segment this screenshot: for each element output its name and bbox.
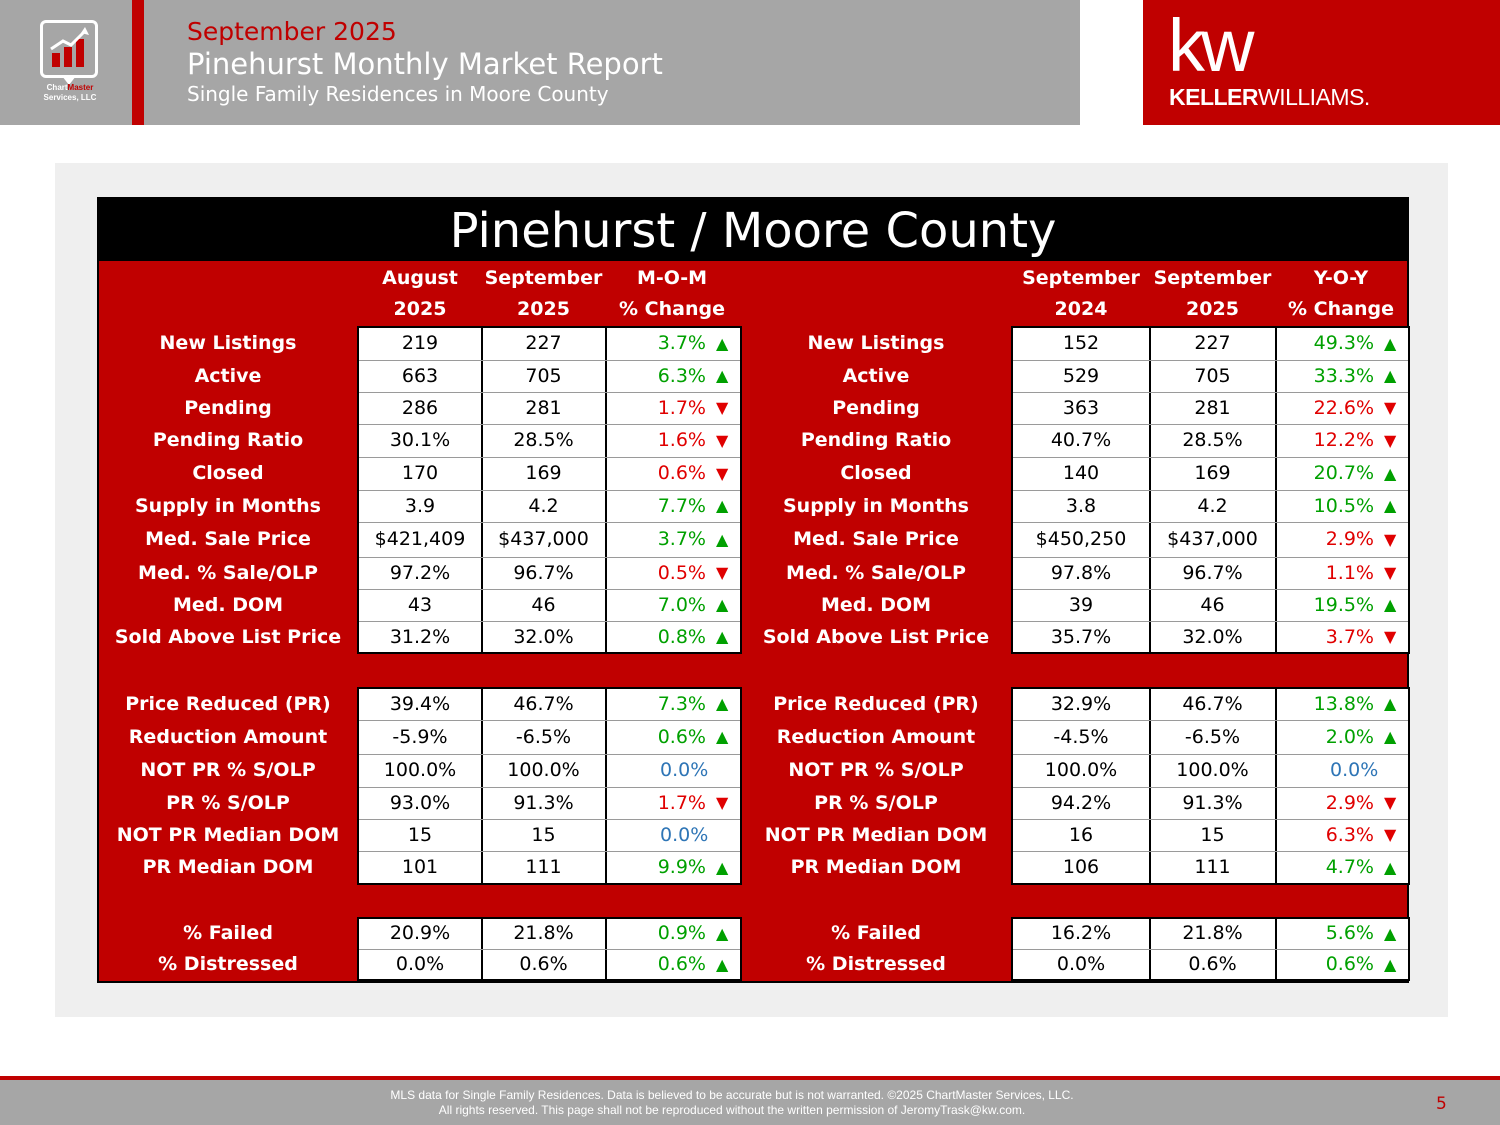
row-label: Med. % Sale/OLP — [786, 562, 966, 584]
up-arrow-icon: ▲ — [1384, 924, 1397, 943]
up-arrow-icon: ▲ — [716, 334, 729, 353]
table-cell: 4.2 — [1197, 495, 1228, 517]
yoy-col-header: September — [1153, 267, 1272, 289]
up-arrow-icon: ▲ — [1384, 334, 1397, 353]
table-cell: 46.7% — [1182, 693, 1243, 715]
up-arrow-icon: ▲ — [1384, 496, 1397, 515]
table-cell: 31.2% — [389, 626, 451, 648]
change-value: 12.2% — [1313, 429, 1374, 451]
up-arrow-icon: ▲ — [1384, 727, 1397, 746]
row-label: NOT PR % S/OLP — [140, 759, 316, 781]
table-cell: 39 — [1068, 594, 1094, 616]
chartmaster-logo — [40, 20, 98, 78]
down-arrow-icon: ▼ — [1384, 398, 1397, 417]
change-value: 49.3% — [1313, 332, 1374, 354]
row-label: % Failed — [183, 922, 273, 944]
row-label: Sold Above List Price — [114, 626, 342, 648]
down-arrow-icon: ▼ — [716, 563, 729, 582]
table-cell: 705 — [525, 365, 562, 387]
table-cell: 46.7% — [513, 693, 574, 715]
row-label: Price Reduced (PR) — [773, 693, 979, 715]
up-arrow-icon: ▲ — [716, 496, 729, 515]
table-cell: -4.5% — [1053, 726, 1109, 748]
row-label: PR Median DOM — [790, 856, 962, 878]
table-cell: 30.1% — [389, 429, 451, 451]
table-cell: 20.9% — [389, 922, 451, 944]
up-arrow-icon: ▲ — [716, 366, 729, 385]
row-label: % Distressed — [806, 953, 946, 975]
row-label: Supply in Months — [783, 495, 969, 517]
up-arrow-icon: ▲ — [716, 955, 729, 974]
table-cell: 28.5% — [513, 429, 574, 451]
row-label: Med. Sale Price — [145, 528, 311, 550]
change-value: 7.7% — [657, 495, 706, 517]
table-cell: -6.5% — [1184, 726, 1241, 748]
table-cell: 16.2% — [1050, 922, 1112, 944]
table-cell: 281 — [525, 397, 562, 419]
table-cell: 286 — [401, 397, 439, 419]
change-value: 33.3% — [1313, 365, 1374, 387]
table-cell: 91.3% — [1182, 792, 1243, 814]
row-label: Med. DOM — [172, 594, 284, 616]
down-arrow-icon: ▼ — [1384, 530, 1397, 549]
table-cell: 16 — [1068, 824, 1094, 846]
up-arrow-icon: ▲ — [1384, 694, 1397, 713]
table-cell: 111 — [525, 856, 562, 878]
change-value: 0.6% — [657, 726, 706, 748]
change-value: 1.6% — [657, 429, 706, 451]
kw-logo-wordmark: KELLERWILLIAMS. — [1169, 84, 1370, 110]
table-cell: 93.0% — [389, 792, 451, 814]
down-arrow-icon: ▼ — [716, 398, 729, 417]
up-arrow-icon: ▲ — [716, 727, 729, 746]
change-value: 0.0% — [1330, 759, 1379, 781]
footer-line-2: All rights reserved. This page shall not be reproduced without the written permission of JeromyTrask@kw.com. — [438, 1103, 1026, 1117]
row-label: NOT PR % S/OLP — [788, 759, 964, 781]
table-cell: 227 — [1194, 332, 1231, 354]
table-cell: 43 — [407, 594, 433, 616]
table-cell: 32.0% — [513, 626, 574, 648]
table-cell: 0.6% — [1188, 953, 1237, 975]
down-arrow-icon: ▼ — [716, 464, 729, 483]
change-value: 0.0% — [660, 824, 709, 846]
mom-col-header: M-O-M — [636, 267, 708, 289]
row-label: Pending Ratio — [152, 429, 304, 451]
table-cell: 0.6% — [519, 953, 568, 975]
change-value: 19.5% — [1313, 594, 1374, 616]
change-value: 13.8% — [1313, 693, 1374, 715]
row-label: Med. % Sale/OLP — [138, 562, 318, 584]
bar-chart-icon — [43, 23, 95, 75]
mom-col-header: August — [382, 267, 458, 289]
change-value: 1.7% — [657, 397, 706, 419]
change-value: 2.9% — [1325, 528, 1374, 550]
table-cell: 106 — [1062, 856, 1100, 878]
up-arrow-icon: ▲ — [1384, 366, 1397, 385]
row-label: % Distressed — [158, 953, 298, 975]
row-label: New Listings — [807, 332, 945, 354]
table-cell: 169 — [525, 462, 562, 484]
table-cell: 94.2% — [1050, 792, 1112, 814]
change-value: 0.0% — [660, 759, 709, 781]
up-arrow-icon: ▲ — [716, 694, 729, 713]
down-arrow-icon: ▼ — [1384, 627, 1397, 646]
table-cell: 32.0% — [1182, 626, 1243, 648]
row-label: Sold Above List Price — [762, 626, 990, 648]
table-cell: 4.2 — [528, 495, 559, 517]
table-cell: -5.9% — [392, 726, 448, 748]
table-cell: 0.0% — [395, 953, 445, 975]
row-label: Med. Sale Price — [793, 528, 959, 550]
row-label: Active — [842, 365, 910, 387]
header-red-strip — [132, 0, 144, 125]
table-cell: 140 — [1062, 462, 1100, 484]
table-cell: $437,000 — [1167, 528, 1258, 550]
table-cell: 111 — [1194, 856, 1231, 878]
yoy-col-header: 2024 — [1054, 298, 1108, 320]
up-arrow-icon: ▲ — [716, 924, 729, 943]
change-value: 4.7% — [1325, 856, 1374, 878]
change-value: 20.7% — [1313, 462, 1374, 484]
row-label: Reduction Amount — [128, 726, 328, 748]
change-value: 1.7% — [657, 792, 706, 814]
table-cell: 100.0% — [1176, 759, 1249, 781]
down-arrow-icon: ▼ — [1384, 563, 1397, 582]
page-number: 5 — [1436, 1094, 1447, 1114]
table-cell: 21.8% — [1182, 922, 1243, 944]
row-label: % Failed — [831, 922, 921, 944]
table-cell: 101 — [401, 856, 439, 878]
change-value: 2.9% — [1325, 792, 1374, 814]
change-value: 0.8% — [657, 626, 706, 648]
row-label: PR % S/OLP — [166, 792, 290, 814]
table-cell: 663 — [401, 365, 439, 387]
table-cell: 3.9 — [404, 495, 436, 517]
table-cell: 97.8% — [1050, 562, 1112, 584]
table-cell: 219 — [401, 332, 439, 354]
mom-col-header: 2025 — [517, 298, 570, 320]
change-value: 5.6% — [1325, 922, 1374, 944]
down-arrow-icon: ▼ — [1384, 825, 1397, 844]
up-arrow-icon: ▲ — [1384, 464, 1397, 483]
change-value: 6.3% — [657, 365, 706, 387]
table-cell: 281 — [1194, 397, 1231, 419]
change-value: 9.9% — [657, 856, 706, 878]
row-label: Pending — [184, 397, 272, 419]
table-cell: 35.7% — [1050, 626, 1112, 648]
row-label: Pending Ratio — [800, 429, 952, 451]
change-value: 2.0% — [1325, 726, 1374, 748]
kw-logo-mark: kw — [1168, 4, 1251, 87]
row-label: Closed — [192, 462, 264, 484]
row-label: Supply in Months — [135, 495, 321, 517]
mom-col-header: % Change — [619, 298, 725, 320]
table-cell: 529 — [1062, 365, 1100, 387]
change-value: 3.7% — [657, 332, 706, 354]
down-arrow-icon: ▼ — [1384, 793, 1397, 812]
table-cell: 152 — [1062, 332, 1100, 354]
table-cell: 15 — [1200, 824, 1225, 846]
table-cell: 100.0% — [383, 759, 457, 781]
row-label: Active — [194, 365, 262, 387]
chartmaster-logo-text: ChartMaster Services, LLC — [43, 83, 97, 102]
table-cell: 100.0% — [1044, 759, 1118, 781]
up-arrow-icon: ▲ — [716, 858, 729, 877]
change-value: 0.6% — [657, 953, 706, 975]
table-cell: 46 — [531, 594, 556, 616]
table-cell: 91.3% — [513, 792, 574, 814]
change-value: 3.7% — [657, 528, 706, 550]
report-title: Pinehurst Monthly Market Report — [187, 47, 663, 81]
row-label: Med. DOM — [820, 594, 932, 616]
table-cell: 39.4% — [389, 693, 451, 715]
table-cell: 363 — [1062, 397, 1100, 419]
row-label: PR Median DOM — [142, 856, 314, 878]
yoy-col-header: September — [1022, 267, 1140, 289]
row-label: NOT PR Median DOM — [764, 824, 988, 846]
up-arrow-icon: ▲ — [716, 595, 729, 614]
up-arrow-icon: ▲ — [716, 530, 729, 549]
down-arrow-icon: ▼ — [716, 793, 729, 812]
table-cell: 40.7% — [1050, 429, 1112, 451]
row-label: PR % S/OLP — [814, 792, 938, 814]
change-value: 0.9% — [657, 922, 706, 944]
up-arrow-icon: ▲ — [1384, 858, 1397, 877]
table-cell: 169 — [1194, 462, 1231, 484]
change-value: 0.5% — [657, 562, 706, 584]
table-cell: 0.0% — [1056, 953, 1106, 975]
table-cell: 97.2% — [389, 562, 451, 584]
table-title: Pinehurst / Moore County — [97, 197, 1409, 261]
up-arrow-icon: ▲ — [1384, 955, 1397, 974]
row-label: NOT PR Median DOM — [116, 824, 340, 846]
table-cell: 100.0% — [507, 759, 580, 781]
table-cell: 46 — [1200, 594, 1225, 616]
table-cell: 15 — [407, 824, 433, 846]
row-label: Price Reduced (PR) — [125, 693, 331, 715]
change-value: 7.3% — [657, 693, 706, 715]
report-subtitle: Single Family Residences in Moore County — [187, 82, 609, 106]
table-cell: 3.8 — [1065, 495, 1097, 517]
table-cell: 15 — [531, 824, 556, 846]
row-label: Closed — [840, 462, 912, 484]
change-value: 3.7% — [1325, 626, 1374, 648]
table-cell: 32.9% — [1050, 693, 1112, 715]
change-value: 6.3% — [1325, 824, 1374, 846]
table-cell: $437,000 — [498, 528, 589, 550]
change-value: 1.1% — [1325, 562, 1374, 584]
row-label: Pending — [832, 397, 920, 419]
table-cell: $450,250 — [1035, 528, 1127, 550]
down-arrow-icon: ▼ — [716, 431, 729, 450]
report-month: September 2025 — [187, 17, 397, 46]
table-cell: 96.7% — [1182, 562, 1243, 584]
mom-col-header: September — [484, 267, 603, 289]
change-value: 0.6% — [657, 462, 706, 484]
yoy-col-header: 2025 — [1186, 298, 1239, 320]
up-arrow-icon: ▲ — [716, 627, 729, 646]
table-cell: 170 — [401, 462, 439, 484]
row-label: New Listings — [159, 332, 297, 354]
change-value: 0.6% — [1325, 953, 1374, 975]
table-cell: $421,409 — [374, 528, 466, 550]
table-cell: 28.5% — [1182, 429, 1243, 451]
change-value: 7.0% — [657, 594, 706, 616]
table-cell: -6.5% — [515, 726, 572, 748]
up-arrow-icon: ▲ — [1384, 595, 1397, 614]
down-arrow-icon: ▼ — [1384, 431, 1397, 450]
table-cell: 96.7% — [513, 562, 574, 584]
mom-col-header: 2025 — [393, 298, 447, 320]
footer-line-1: MLS data for Single Family Residences. Data is believed to be accurate but is not warranted. ©2025 ChartMaster Services, LLC. — [390, 1088, 1074, 1102]
row-label: Reduction Amount — [776, 726, 976, 748]
yoy-col-header: Y-O-Y — [1313, 267, 1369, 289]
change-value: 22.6% — [1313, 397, 1374, 419]
footer-disclaimer — [0, 1088, 1464, 1118]
table-cell: 21.8% — [513, 922, 574, 944]
yoy-col-header: % Change — [1288, 298, 1394, 320]
change-value: 10.5% — [1313, 495, 1374, 517]
table-cell: 705 — [1194, 365, 1231, 387]
table-cell: 227 — [525, 332, 562, 354]
